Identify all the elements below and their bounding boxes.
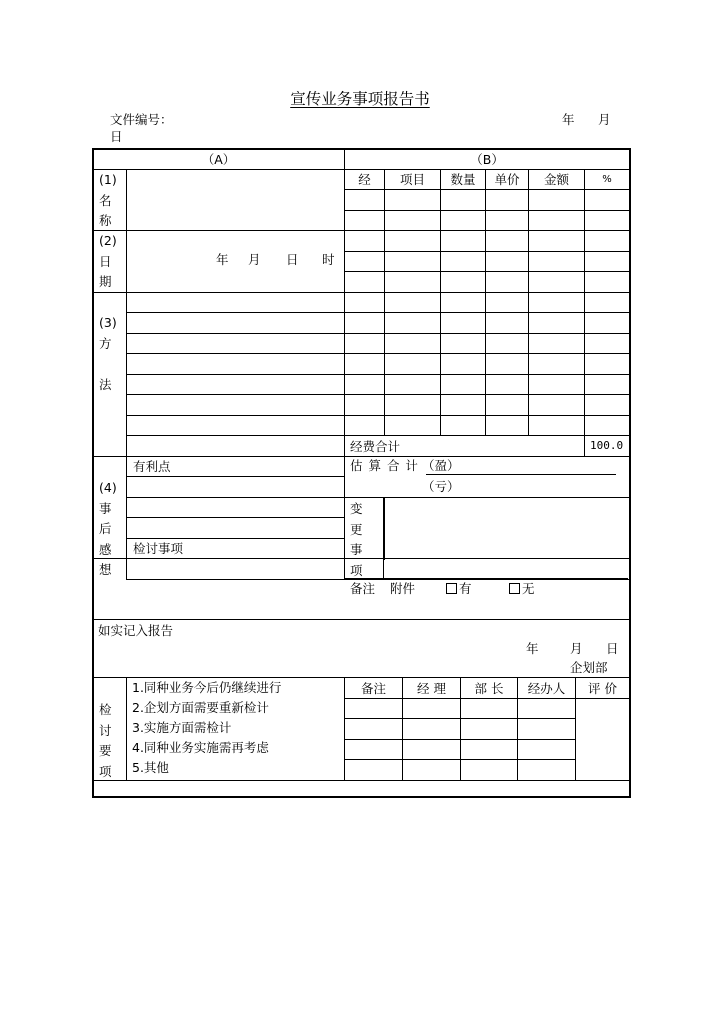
estimate-underline <box>426 474 616 475</box>
col-header-amount: 金额 <box>529 169 585 190</box>
budget-cell[interactable] <box>585 210 630 231</box>
budget-cell[interactable] <box>585 292 630 313</box>
sign-col-manager: 经 理 <box>403 678 461 699</box>
method-line[interactable] <box>127 313 345 334</box>
budget-cell[interactable] <box>441 415 486 436</box>
budget-cell[interactable] <box>529 272 585 293</box>
benefit-line[interactable] <box>127 477 345 498</box>
budget-cell[interactable] <box>585 251 630 272</box>
budget-cell[interactable] <box>486 292 529 313</box>
review-item: 2.企划方面需要重新检计 <box>132 700 269 715</box>
attachment-label: 附件 <box>390 581 416 596</box>
col-header-price: 单价 <box>486 169 529 190</box>
budget-cell[interactable] <box>385 251 441 272</box>
sign-cell[interactable] <box>345 698 403 719</box>
evaluation-field[interactable] <box>576 698 630 780</box>
budget-cell[interactable] <box>441 292 486 313</box>
benefit-line[interactable] <box>127 518 345 539</box>
method-line[interactable] <box>127 436 345 457</box>
remarks-divider <box>344 578 628 579</box>
budget-cell[interactable] <box>441 313 486 334</box>
sign-col-director: 部 长 <box>461 678 518 699</box>
budget-cell[interactable] <box>385 231 441 252</box>
method-line[interactable] <box>127 374 345 395</box>
header-month-label: 月 <box>598 112 611 127</box>
budget-cell[interactable] <box>585 395 630 416</box>
budget-cell[interactable] <box>345 354 385 375</box>
budget-total-label: 经费合计 <box>345 436 585 457</box>
budget-cell[interactable] <box>486 415 529 436</box>
sign-cell[interactable] <box>403 698 461 719</box>
sign-col-evaluation: 评 价 <box>576 678 630 699</box>
budget-cell[interactable] <box>529 292 585 313</box>
change-divider <box>383 497 384 578</box>
name-field[interactable] <box>127 169 345 231</box>
date-hour: 时 <box>322 252 335 267</box>
budget-cell[interactable] <box>345 251 385 272</box>
review-item: 1.同种业务今后仍继续进行 <box>132 680 282 695</box>
budget-cell[interactable] <box>345 374 385 395</box>
budget-cell[interactable] <box>486 374 529 395</box>
sign-cell[interactable] <box>518 719 576 740</box>
sign-col-remarks: 备注 <box>345 678 403 699</box>
budget-cell[interactable] <box>529 395 585 416</box>
budget-cell[interactable] <box>486 354 529 375</box>
date-field[interactable] <box>127 231 345 293</box>
change-field[interactable] <box>385 497 630 559</box>
method-line[interactable] <box>127 292 345 313</box>
budget-cell[interactable] <box>345 272 385 293</box>
date-year: 年 <box>216 252 229 267</box>
budget-cell[interactable] <box>529 251 585 272</box>
method-label: (3) 方 法 <box>99 315 117 392</box>
sign-cell[interactable] <box>518 739 576 760</box>
budget-cell[interactable] <box>486 251 529 272</box>
remarks-cell <box>345 559 630 580</box>
budget-cell[interactable] <box>441 190 486 211</box>
page-title: 宣传业务事项报告书 <box>290 90 430 108</box>
review-label: 检 讨 要 项 <box>99 702 112 779</box>
budget-cell[interactable] <box>585 354 630 375</box>
budget-cell[interactable] <box>345 292 385 313</box>
change-label: 变 更 事 项 <box>350 501 363 578</box>
budget-cell[interactable] <box>486 313 529 334</box>
budget-cell[interactable] <box>529 313 585 334</box>
method-line[interactable] <box>127 395 345 416</box>
budget-cell[interactable] <box>486 395 529 416</box>
section-b-heading: （B） <box>345 149 630 170</box>
budget-cell[interactable] <box>345 395 385 416</box>
budget-total-percent: 100.0 <box>585 436 630 457</box>
review-item: 3.实施方面需检计 <box>132 720 232 735</box>
budget-cell[interactable] <box>441 210 486 231</box>
estimate-label: 估 算 合 计 <box>350 458 419 473</box>
profit-label: （盈） <box>422 458 460 473</box>
loss-label: （亏） <box>422 479 460 494</box>
review-item: 4.同种业务实施需再考虑 <box>132 740 269 755</box>
budget-cell[interactable] <box>529 374 585 395</box>
sign-cell[interactable] <box>461 698 518 719</box>
budget-cell[interactable] <box>486 333 529 354</box>
sign-cell[interactable] <box>345 739 403 760</box>
budget-cell[interactable] <box>385 190 441 211</box>
reflection-label: (4) 事 后 感 想 <box>99 480 117 577</box>
col-header-item: 项目 <box>385 169 441 190</box>
date-label: (2) 日 期 <box>99 233 117 289</box>
method-line[interactable] <box>127 354 345 375</box>
budget-cell[interactable] <box>385 415 441 436</box>
budget-cell[interactable] <box>529 231 585 252</box>
record-year: 年 <box>526 641 539 656</box>
budget-cell[interactable] <box>486 210 529 231</box>
col-header-qty: 数量 <box>441 169 486 190</box>
benefit-label: 有利点 <box>127 456 345 477</box>
budget-cell[interactable] <box>385 210 441 231</box>
budget-cell[interactable] <box>385 333 441 354</box>
budget-cell[interactable] <box>345 210 385 231</box>
budget-cell[interactable] <box>345 231 385 252</box>
budget-cell[interactable] <box>385 354 441 375</box>
budget-cell[interactable] <box>441 251 486 272</box>
budget-cell[interactable] <box>345 190 385 211</box>
budget-cell[interactable] <box>529 210 585 231</box>
record-department: 企划部 <box>570 660 608 675</box>
sign-cell[interactable] <box>345 719 403 740</box>
budget-cell[interactable] <box>345 415 385 436</box>
checkbox-icon[interactable] <box>509 583 520 594</box>
budget-cell[interactable] <box>585 272 630 293</box>
budget-cell[interactable] <box>441 333 486 354</box>
record-month: 月 <box>570 641 583 656</box>
budget-cell[interactable] <box>529 415 585 436</box>
col-header-jing: 经 <box>345 169 385 190</box>
attachment-no-option[interactable]: 无 <box>509 583 535 596</box>
benefit-line[interactable] <box>127 497 345 518</box>
sign-cell[interactable] <box>403 719 461 740</box>
budget-cell[interactable] <box>585 313 630 334</box>
file-number-label: 文件编号： <box>110 112 173 127</box>
header-day-label: 日 <box>110 129 123 144</box>
sign-cell[interactable] <box>518 698 576 719</box>
record-cell <box>93 620 630 678</box>
sign-cell[interactable] <box>461 760 518 781</box>
budget-cell[interactable] <box>529 333 585 354</box>
budget-cell[interactable] <box>486 231 529 252</box>
budget-cell[interactable] <box>441 354 486 375</box>
method-line[interactable] <box>127 333 345 354</box>
budget-cell[interactable] <box>486 272 529 293</box>
budget-cell[interactable] <box>385 313 441 334</box>
budget-cell[interactable] <box>385 272 441 293</box>
sign-cell[interactable] <box>518 760 576 781</box>
section-a-heading: （A） <box>93 149 345 170</box>
remarks-label: 备注 <box>350 581 376 596</box>
method-line[interactable] <box>127 415 345 436</box>
attachment-yes-option[interactable]: 有 <box>446 583 472 596</box>
budget-cell[interactable] <box>385 374 441 395</box>
budget-cell[interactable] <box>345 313 385 334</box>
budget-cell[interactable] <box>585 333 630 354</box>
checkbox-icon[interactable] <box>446 583 457 594</box>
sign-cell[interactable] <box>461 719 518 740</box>
budget-cell[interactable] <box>385 292 441 313</box>
sign-cell[interactable] <box>403 739 461 760</box>
header-year-label: 年 <box>562 112 575 127</box>
sign-cell[interactable] <box>461 739 518 760</box>
budget-cell[interactable] <box>529 354 585 375</box>
budget-cell[interactable] <box>486 190 529 211</box>
review-items-field[interactable] <box>127 559 345 580</box>
budget-cell[interactable] <box>385 395 441 416</box>
record-day: 日 <box>606 641 619 656</box>
col-header-percent: % <box>585 169 630 190</box>
budget-cell[interactable] <box>441 272 486 293</box>
budget-cell[interactable] <box>529 190 585 211</box>
budget-cell[interactable] <box>585 415 630 436</box>
sign-col-handler: 经办人 <box>518 678 576 699</box>
budget-cell[interactable] <box>585 231 630 252</box>
date-day: 日 <box>286 252 299 267</box>
budget-cell[interactable] <box>585 190 630 211</box>
name-label: (1) 名 称 <box>99 172 117 228</box>
budget-cell[interactable] <box>441 374 486 395</box>
budget-cell[interactable] <box>441 395 486 416</box>
budget-cell[interactable] <box>441 231 486 252</box>
review-item: 5.其他 <box>132 760 169 775</box>
date-month: 月 <box>248 252 261 267</box>
budget-cell[interactable] <box>585 374 630 395</box>
record-label: 如实记入报告 <box>98 623 174 638</box>
sign-cell[interactable] <box>345 760 403 781</box>
budget-cell[interactable] <box>345 333 385 354</box>
review-items-label: 检讨事项 <box>127 538 345 559</box>
sign-cell[interactable] <box>403 760 461 781</box>
